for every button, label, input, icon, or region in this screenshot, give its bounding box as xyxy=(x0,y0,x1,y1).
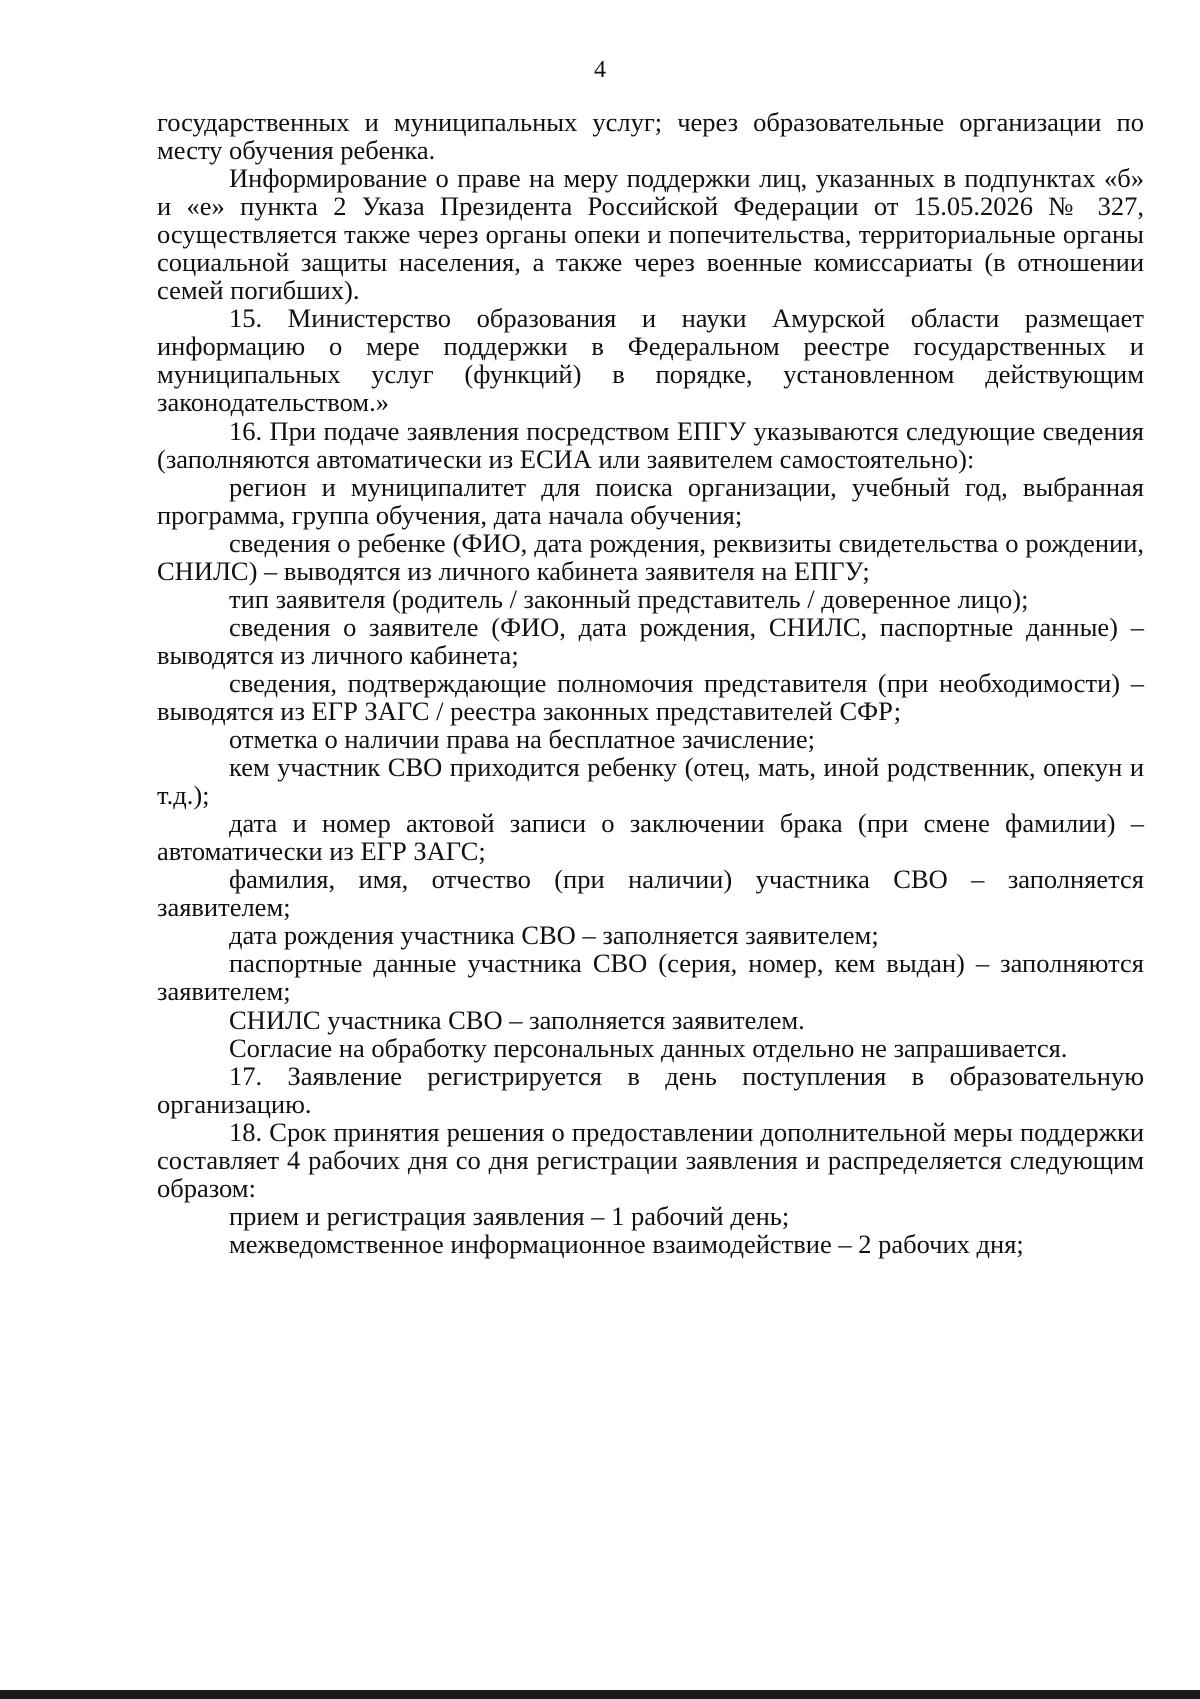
list-item: кем участник СВО приходится ребенку (отец, мать, иной родственник, опекун и т.д.); xyxy=(157,752,1144,811)
scan-bottom-edge xyxy=(0,1690,1200,1699)
paragraph: 16. При подаче заявления посредством ЕПГУ указываются следующие сведения (заполняются автоматически из ЕСИА или заявителем самостоятельно): xyxy=(157,415,1144,474)
paragraph: 17. Заявление регистрируется в день поступления в образовательную организацию. xyxy=(157,1060,1144,1119)
list-item: межведомственное информационное взаимодействие – 2 рабочих дня; xyxy=(229,1228,1024,1259)
document-body xyxy=(157,108,1144,1258)
list-item: отметка о наличии права на бесплатное зачисление; xyxy=(229,724,815,755)
paragraph: государственных и муниципальных услуг; через образовательные организации по месту обучения ребенка. xyxy=(157,107,1144,166)
list-item: прием и регистрация заявления – 1 рабочий день; xyxy=(229,1200,790,1231)
paragraph: 18. Срок принятия решения о предоставлении дополнительной меры поддержки составляет 4 рабочих дня со дня регистрации заявления и распределяется следующим образом: xyxy=(157,1116,1144,1203)
paragraph: Согласие на обработку персональных данных отдельно не запрашивается. xyxy=(229,1032,1068,1063)
list-item: регион и муниципалитет для поиска организации, учебный год, выбранная программа, группа обучения, дата начала обучения; xyxy=(157,471,1144,530)
list-item: дата и номер актовой записи о заключении брака (при смене фамилии) – автоматически из ЕГР ЗАГС; xyxy=(157,808,1144,867)
paragraph: Информирование о праве на меру поддержки лиц, указанных в подпунктах «б» и «е» пункта 2 Указа Президента Российской Федерации от 15.05.2026 № 327, осуществляется также через органы опеки и попечительства, территориальные органы социальной защиты населения, а также через военные комиссариаты (в отношении семей погибших). xyxy=(157,163,1144,306)
page-number: 4 xyxy=(594,57,606,83)
list-item: дата рождения участника СВО – заполняется заявителем; xyxy=(229,920,879,951)
list-item: сведения о заявителе (ФИО, дата рождения, СНИЛС, паспортные данные) – выводятся из личного кабинета; xyxy=(157,611,1144,670)
paragraph: 15. Министерство образования и науки Амурской области размещает информацию о мере поддержки в Федеральном реестре государственных и муниципальных услуг (функций) в порядке, установленном действующим законодательством.» xyxy=(157,303,1144,418)
list-item: СНИЛС участника СВО – заполняется заявителем. xyxy=(229,1004,805,1035)
list-item: сведения, подтверждающие полномочия представителя (при необходимости) – выводятся из ЕГР ЗАГС / реестра законных представителей СФР; xyxy=(157,667,1144,726)
list-item: паспортные данные участника СВО (серия, номер, кем выдан) – заполняются заявителем; xyxy=(157,948,1144,1007)
list-item: тип заявителя (родитель / законный представитель / доверенное лицо); xyxy=(229,583,1029,614)
list-item: фамилия, имя, отчество (при наличии) участника СВО – заполняется заявителем; xyxy=(157,864,1144,923)
list-item: сведения о ребенке (ФИО, дата рождения, реквизиты свидетельства о рождении, СНИЛС) – выводятся из личного кабинета заявителя на ЕПГУ; xyxy=(157,527,1144,586)
